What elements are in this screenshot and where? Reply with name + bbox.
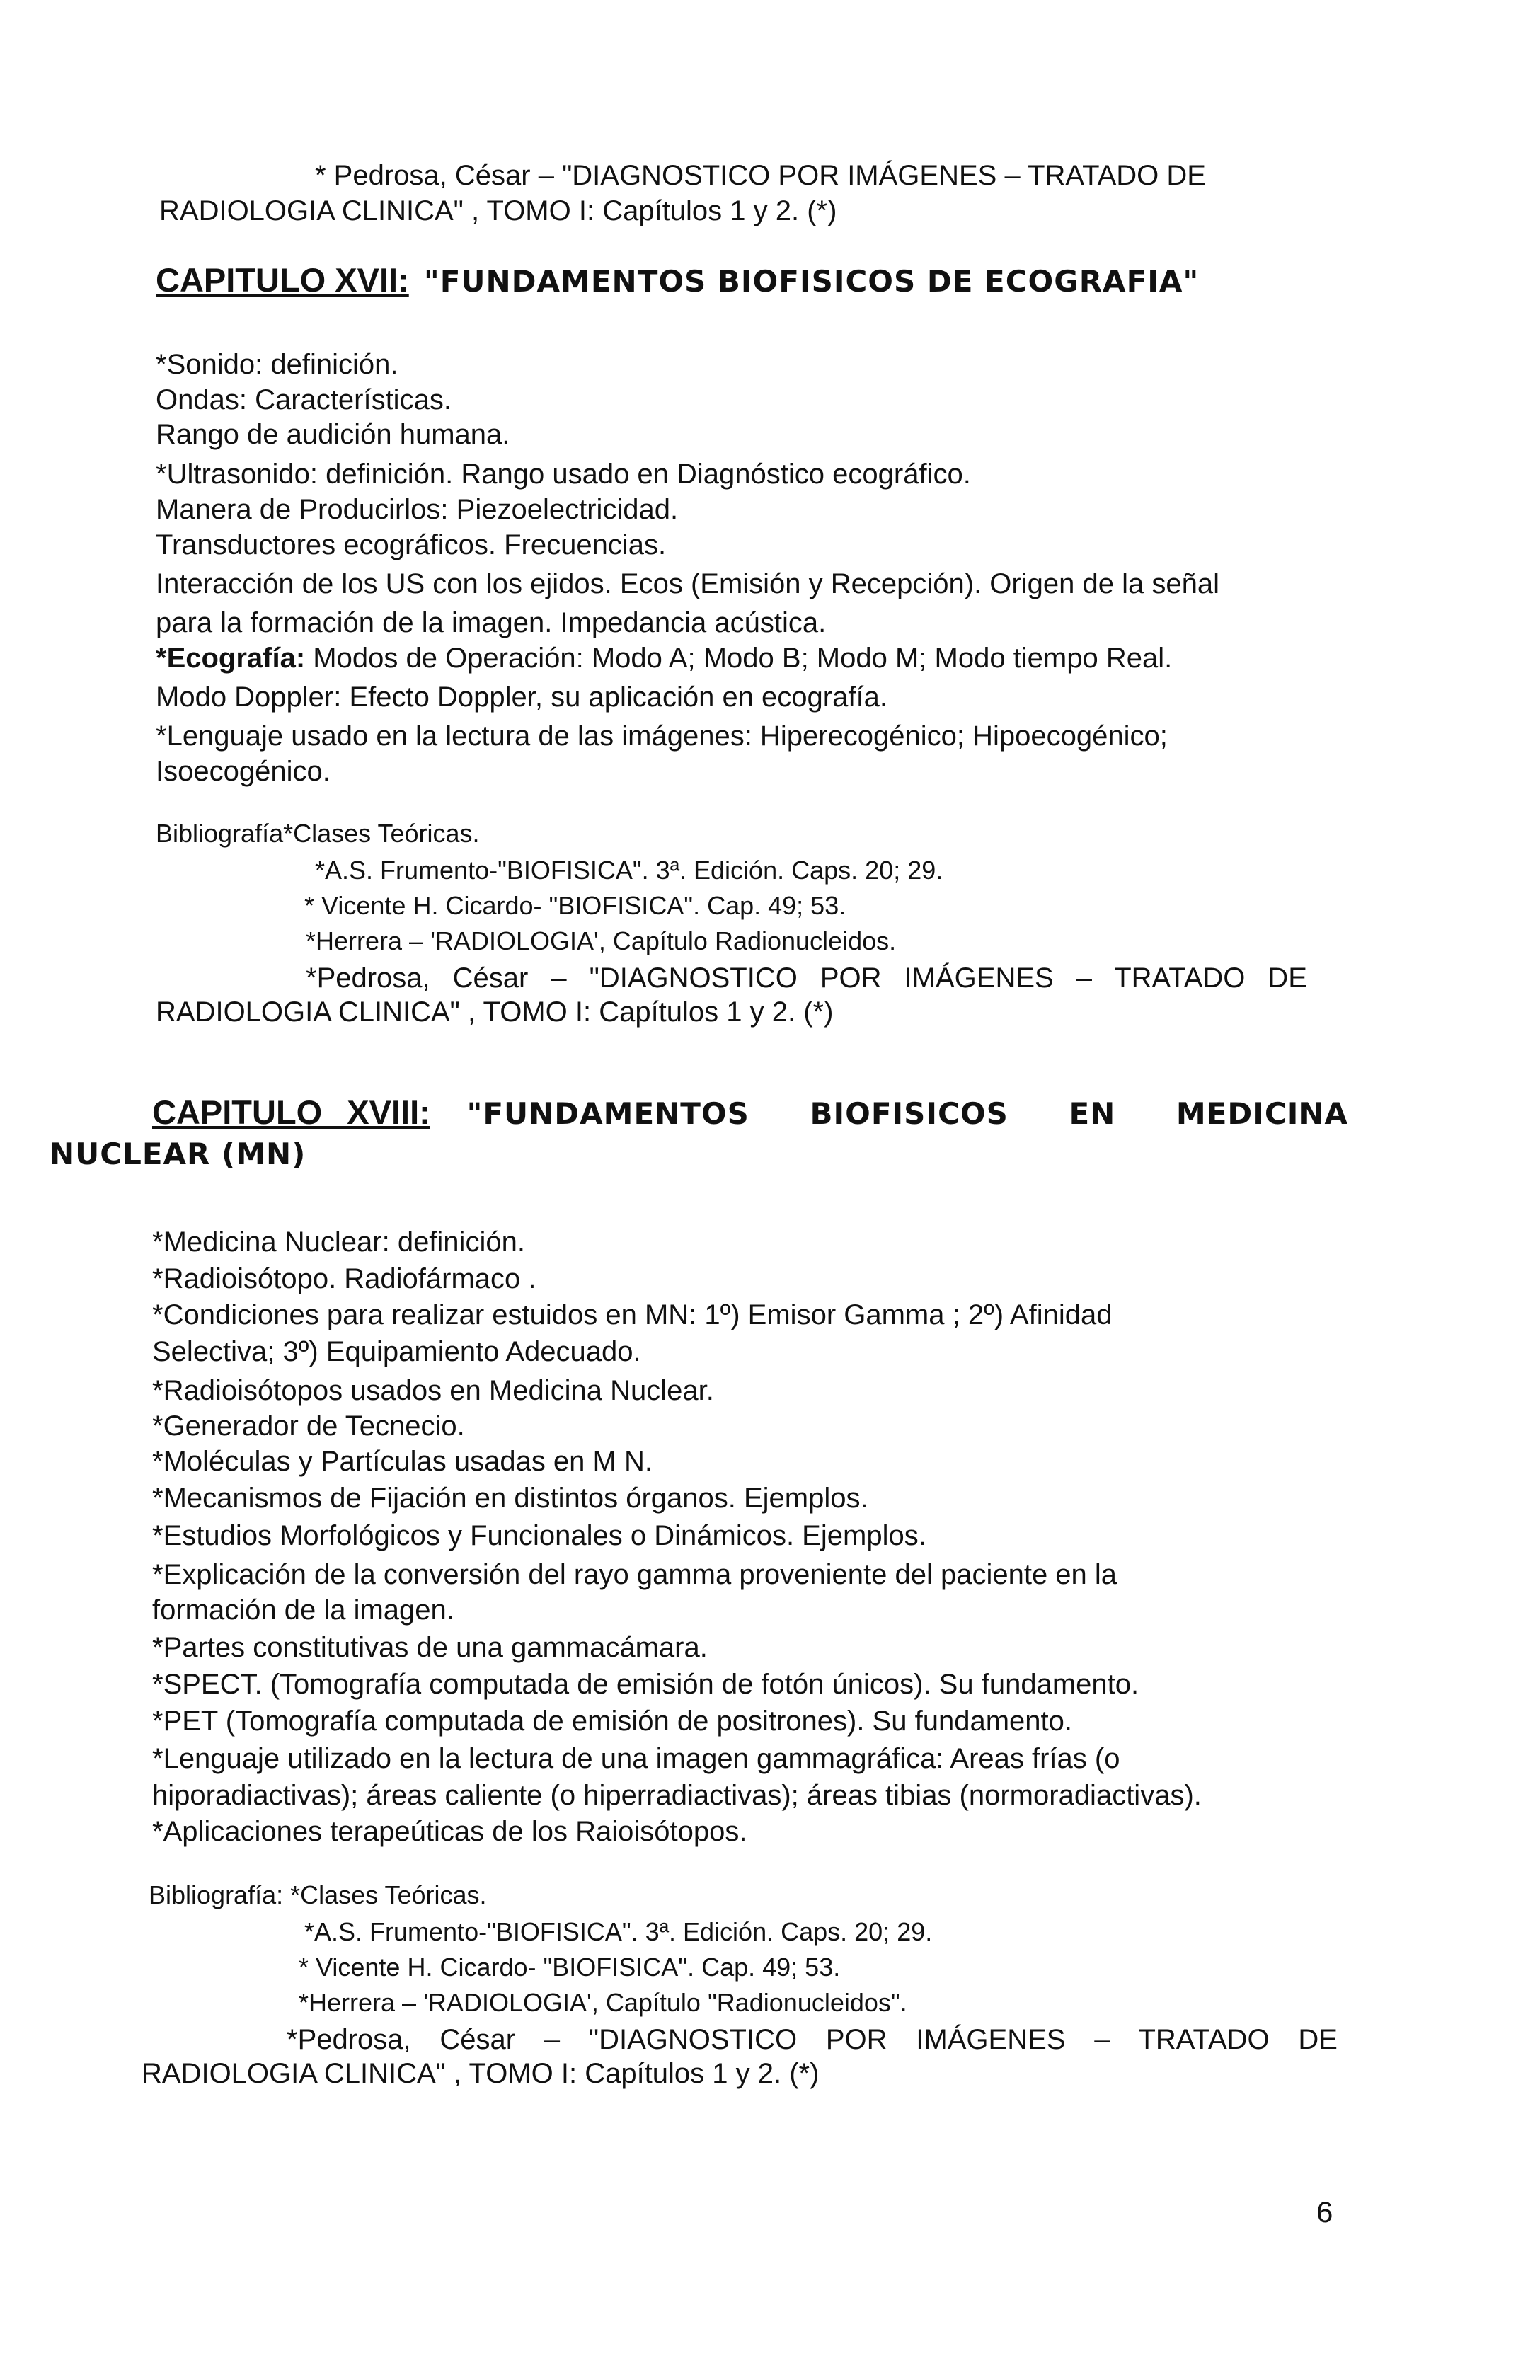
ch17-biblio-item: *Pedrosa, César – "DIAGNOSTICO POR IMÁGENES – TRATADO DE — [306, 962, 1307, 994]
ch17-line: Manera de Producirlos: Piezoelectricidad. — [156, 494, 679, 525]
chapter-18-title-a: "FUNDAMENTOS BIOFISICOS EN MEDICINA — [466, 1096, 1348, 1131]
ch18-line: *Generador de Tecnecio. — [152, 1410, 465, 1442]
ch18-line: *Aplicaciones terapeúticas de los Raioisótopos. — [152, 1816, 747, 1847]
ch17-line: Rango de audición humana. — [156, 419, 510, 450]
ch17-biblio-item: * Vicente H. Cicardo- "BIOFISICA". Cap. 49; 53. — [304, 891, 846, 920]
ch18-line: *PET (Tomografía computada de emisión de positrones). Su fundamento. — [152, 1706, 1072, 1737]
ch17-line: *Lenguaje usado en la lectura de las imágenes: Hiperecogénico; Hipoecogénico; — [156, 720, 1168, 752]
header-ref-line-1: * Pedrosa, César – "DIAGNOSTICO POR IMÁGENES – TRATADO DE — [315, 160, 1206, 191]
ch18-line: *Radioisótopo. Radiofármaco . — [152, 1263, 536, 1294]
ch17-line: Interacción de los US con los ejidos. Ecos (Emisión y Recepción). Origen de la señal — [156, 568, 1219, 599]
chapter-17-label: CAPITULO XVII: — [156, 261, 409, 299]
chapter-18-title-b: NUCLEAR (MN) — [50, 1137, 306, 1171]
chapter-17-heading — [156, 263, 1199, 297]
ch18-line: hiporadiactivas); áreas caliente (o hiperradiactivas); áreas tibias (normoradiactivas). — [152, 1780, 1202, 1811]
ch17-line: *Sonido: definición. — [156, 349, 398, 380]
ch18-line: *Estudios Morfológicos y Funcionales o Dinámicos. Ejemplos. — [152, 1520, 926, 1551]
ch18-biblio-item: * Vicente H. Cicardo- "BIOFISICA". Cap. 49; 53. — [299, 1953, 841, 1982]
chapter-18-heading — [152, 1093, 1348, 1131]
ch18-biblio-item: *A.S. Frumento-"BIOFISICA". 3ª. Edición. Caps. 20; 29. — [304, 1917, 933, 1946]
ch18-line: *Mecanismos de Fijación en distintos órganos. Ejemplos. — [152, 1483, 868, 1514]
ch18-biblio-label: Bibliografía: *Clases Teóricas. — [149, 1880, 487, 1909]
chapter-18-label: CAPITULO XVIII: — [152, 1093, 430, 1131]
ch18-line: *SPECT. (Tomografía computada de emisión de fotón únicos). Su fundamento. — [152, 1669, 1139, 1700]
ch18-line: *Partes constitutivas de una gammacámara. — [152, 1632, 708, 1663]
ch17-line: Isoecogénico. — [156, 756, 331, 787]
ch18-line: *Radioisótopos usados en Medicina Nuclear. — [152, 1375, 714, 1406]
ch17-biblio-label: Bibliografía*Clases Teóricas. — [156, 819, 480, 848]
ch18-line: *Explicación de la conversión del rayo gamma proveniente del paciente en la — [152, 1559, 1117, 1590]
ch17-ecografia-bold: *Ecografía: — [156, 643, 306, 674]
ch18-biblio-item: *Pedrosa, César – "DIAGNOSTICO POR IMÁGENES – TRATADO DE — [287, 2024, 1338, 2055]
ch17-biblio-item: *Herrera – 'RADIOLOGIA', Capítulo Radionucleidos. — [306, 926, 897, 955]
ch17-line: Transductores ecográficos. Frecuencias. — [156, 529, 667, 560]
ch17-biblio-item: RADIOLOGIA CLINICA" , TOMO I: Capítulos 1 y 2. (*) — [156, 996, 834, 1028]
page-number: 6 — [1316, 2195, 1333, 2229]
chapter-17-title: "FUNDAMENTOS BIOFISICOS DE ECOGRAFIA" — [423, 264, 1200, 299]
ch18-line: *Lenguaje utilizado en la lectura de una imagen gammagráfica: Areas frías (o — [152, 1743, 1120, 1774]
ch18-biblio-item: *Herrera – 'RADIOLOGIA', Capítulo "Radionucleidos". — [299, 1988, 907, 2017]
ch18-line: *Condiciones para realizar estuidos en MN: 1º) Emisor Gamma ; 2º) Afinidad — [152, 1299, 1113, 1330]
ch18-line: formación de la imagen. — [152, 1594, 454, 1626]
ch17-ecografia-line — [156, 644, 1172, 672]
ch18-biblio-item: RADIOLOGIA CLINICA" , TOMO I: Capítulos 1 y 2. (*) — [142, 2058, 820, 2089]
ch18-line: Selectiva; 3º) Equipamiento Adecuado. — [152, 1336, 641, 1367]
ch17-line: Ondas: Características. — [156, 384, 452, 415]
ch17-line: Modo Doppler: Efecto Doppler, su aplicación en ecografía. — [156, 682, 887, 713]
ch17-line: *Ultrasonido: definición. Rango usado en Diagnóstico ecográfico. — [156, 459, 971, 490]
ch18-line: *Moléculas y Partículas usadas en M N. — [152, 1446, 653, 1477]
ch18-line: *Medicina Nuclear: definición. — [152, 1226, 525, 1258]
header-ref-line-2: RADIOLOGIA CLINICA" , TOMO I: Capítulos 1 y 2. (*) — [159, 195, 837, 226]
ch17-line: para la formación de la imagen. Impedancia acústica. — [156, 607, 827, 638]
ch17-ecografia-rest: Modos de Operación: Modo A; Modo B; Modo M; Modo tiempo Real. — [305, 643, 1173, 674]
ch17-biblio-item: *A.S. Frumento-"BIOFISICA". 3ª. Edición. Caps. 20; 29. — [315, 856, 943, 885]
